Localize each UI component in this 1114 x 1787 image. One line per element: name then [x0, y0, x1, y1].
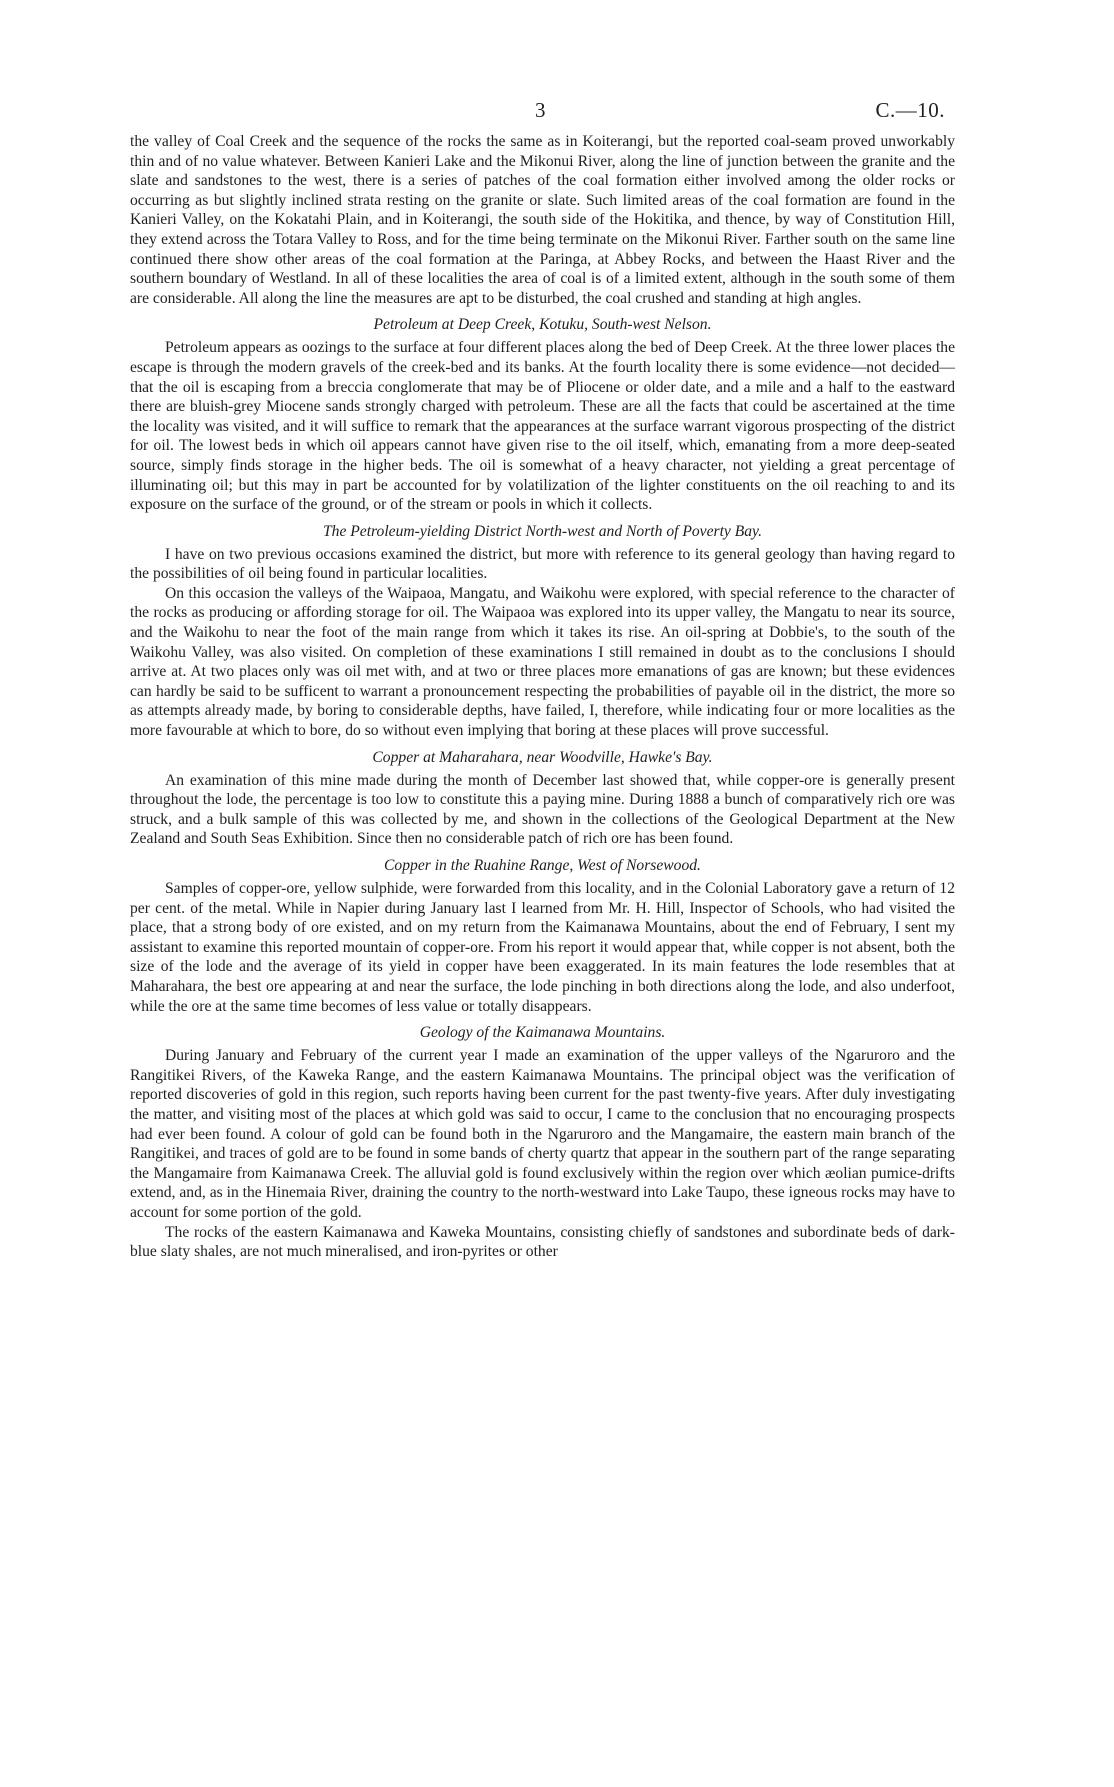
section-heading-poverty-bay: The Petroleum-yielding District North-west and North of Poverty Bay.: [322, 522, 763, 540]
paragraph-poverty-bay-2: On this occasion the valleys of the Waipaoa, Mangatu, and Waikohu were explored, with special reference to the character of the rocks as producing or affording storage for oil. The Waipaoa was explored into its upper valley, the Mangatu to near its source, and the Waikohu to near the foot of the main range from which it takes its rise. An oil-spring at Dobbie's, to the south of the Waikohu Valley, was also visited. On completion of these examinations I still remained in doubt as to the conclusions I should arrive at. At two places only was oil met with, and at two or three places more emanations of gas are known; but these evidences can hardly be said to be sufficent to warrant a pronouncement respecting the probabilities of payable oil in the district, the more so as attempts already made, by boring to considerable depths, have failed, I, therefore, while indicating four or more localities as the more favourable at which to bore, do so without even implying that boring at these places will prove successful.: [130, 584, 955, 740]
section-heading-kaimanawa: Geology of the Kaimanawa Mountains.: [419, 1024, 666, 1042]
paragraph-copper-maharahara: An examination of this mine made during the month of December last showed that, while copper-ore is generally present throughout the lode, the percentage is too low to constitute this a paying mine. During 1888 a bunch of comparatively rich ore was struck, and a bulk sample of this was collected by me, and shown in the collections of the Geological Department at the New Zealand and South Seas Exhibition. Since then no considerable patch of rich ore has been found.: [130, 771, 955, 848]
section-heading-petroleum-deep-creek: Petroleum at Deep Creek, Kotuku, South-west Nelson.: [373, 316, 712, 334]
paragraph-petroleum-deep-creek: Petroleum appears as oozings to the surface at four different places along the bed of Deep Creek. At the three lower places the escape is through the modern gravels of the creek-bed and its banks. At the fourth locality there is some evidence—not decided—that the oil is escaping from a breccia conglomerate that may be of Pliocene or older date, and a mile and a half to the eastward there are bluish-grey Miocene sands strongly charged with petroleum. These are all the facts that could be ascertained at the time the locality was visited, and it will suffice to remark that the appearances at the surface warrant vigorous prospecting of the district for oil. The lowest beds in which oil appears cannot have given rise to the oil itself, which, emanating from a more deep-seated source, simply finds storage in the higher beds. The oil is somewhat of a heavy character, not yielding a great percentage of illuminating oil; but this may in part be accounted for by volatilization of the lighter constituents on the oil reaching to and its exposure on the surface of the ground, or of the stream or pools in which it collects.: [130, 339, 955, 514]
paragraph-poverty-bay-1: I have on two previous occasions examined the district, but more with reference to its general geology than having regard to the possibilities of oil being found in particular localities.: [130, 545, 955, 583]
paragraph-copper-ruahine: Samples of copper-ore, yellow sulphide, were forwarded from this locality, and in the Colonial Laboratory gave a return of 12 per cent. of the metal. While in Napier during January last I learned from Mr. H. Hill, Inspector of Schools, who had visited the place, that a strong body of ore existed, and on my return from the Kaimanawa Mountains, about the end of February, I sent my assistant to examine this reported mountain of copper-ore. From his report it would appear that, while copper is not absent, both the size of the lode and the average of its yield in copper have been exaggerated. In its main features the lode resembles that at Maharahara, the best ore appearing at and near the surface, the lode pinching in both directions along the lode, and also underfoot, while the ore at the same time becomes of less value or totally disappears.: [130, 880, 955, 1015]
document-reference: C.—10.: [875, 98, 945, 122]
section-heading-copper-ruahine: Copper in the Ruahine Range, West of Norsewood.: [384, 857, 701, 874]
opening-paragraph: the valley of Coal Creek and the sequence of the rocks the same as in Koiterangi, but the reported coal-seam proved unworkably thin and of no value whatever. Between Kanieri Lake and the Mikonui River, along the line of junction between the granite and the slate and sandstones to the west, there is a series of patches of the coal formation either involved among the older rocks or occurring as but slightly inclined strata resting on the granite or slate. Such limited areas of the coal formation are found in the Kanieri Valley, on the Kokatahi Plain, and in Koiterangi, the south side of the Hokitika, and thence, by way of Constitution Hill, they extend across the Totara Valley to Ross, and for the time being terminate on the Mikonui River. Farther south on the same line continued there show other areas of the coal formation at the Paringa, at Abbey Rocks, and between the Haast River and the southern boundary of Westland. In all of these localities the area of coal is of a limited extent, although in the south some of them are considerable. All along the line the measures are apt to be disturbed, the coal crushed and standing at high angles.: [130, 133, 955, 307]
section-heading-copper-maharahara: Copper at Maharahara, near Woodville, Hawke's Bay.: [372, 748, 713, 766]
paragraph-kaimanawa-1: During January and February of the current year I made an examination of the upper valleys of the Ngaruroro and the Rangitikei Rivers, of the Kaweka Range, and the eastern Kaimanawa Mountains. The principal object was the verification of reported discoveries of gold in this region, such reports having been current for the past twenty-five years. After duly investigating the matter, and visiting most of the places at which gold was said to occur, I came to the conclusion that no encouraging prospects had ever been found. A colour of gold can be found both in the Ngaruroro and the Mangamaire, the eastern main branch of the Rangitikei, and traces of gold are to be found in some bands of cherty quartz that appear in the southern part of the range separating the Mangamaire from Kaimanawa Creek. The alluvial gold is found exclusively within the region over which æolian pumice-drifts extend, and, as in the Hinemaia River, draining the country to the north-westward into Lake Taupo, these igneous rocks may have to account for some portion of the gold.: [130, 1047, 955, 1221]
document-body: [130, 132, 955, 1262]
document-page: [130, 92, 955, 1262]
paragraph-kaimanawa-2: The rocks of the eastern Kaimanawa and Kaweka Mountains, consisting chiefly of sandstones and subordinate beds of dark-blue slaty shales, are not much mineralised, and iron-pyrites or other: [130, 1223, 955, 1261]
page-number: 3: [535, 98, 546, 122]
page-header: [130, 92, 955, 132]
